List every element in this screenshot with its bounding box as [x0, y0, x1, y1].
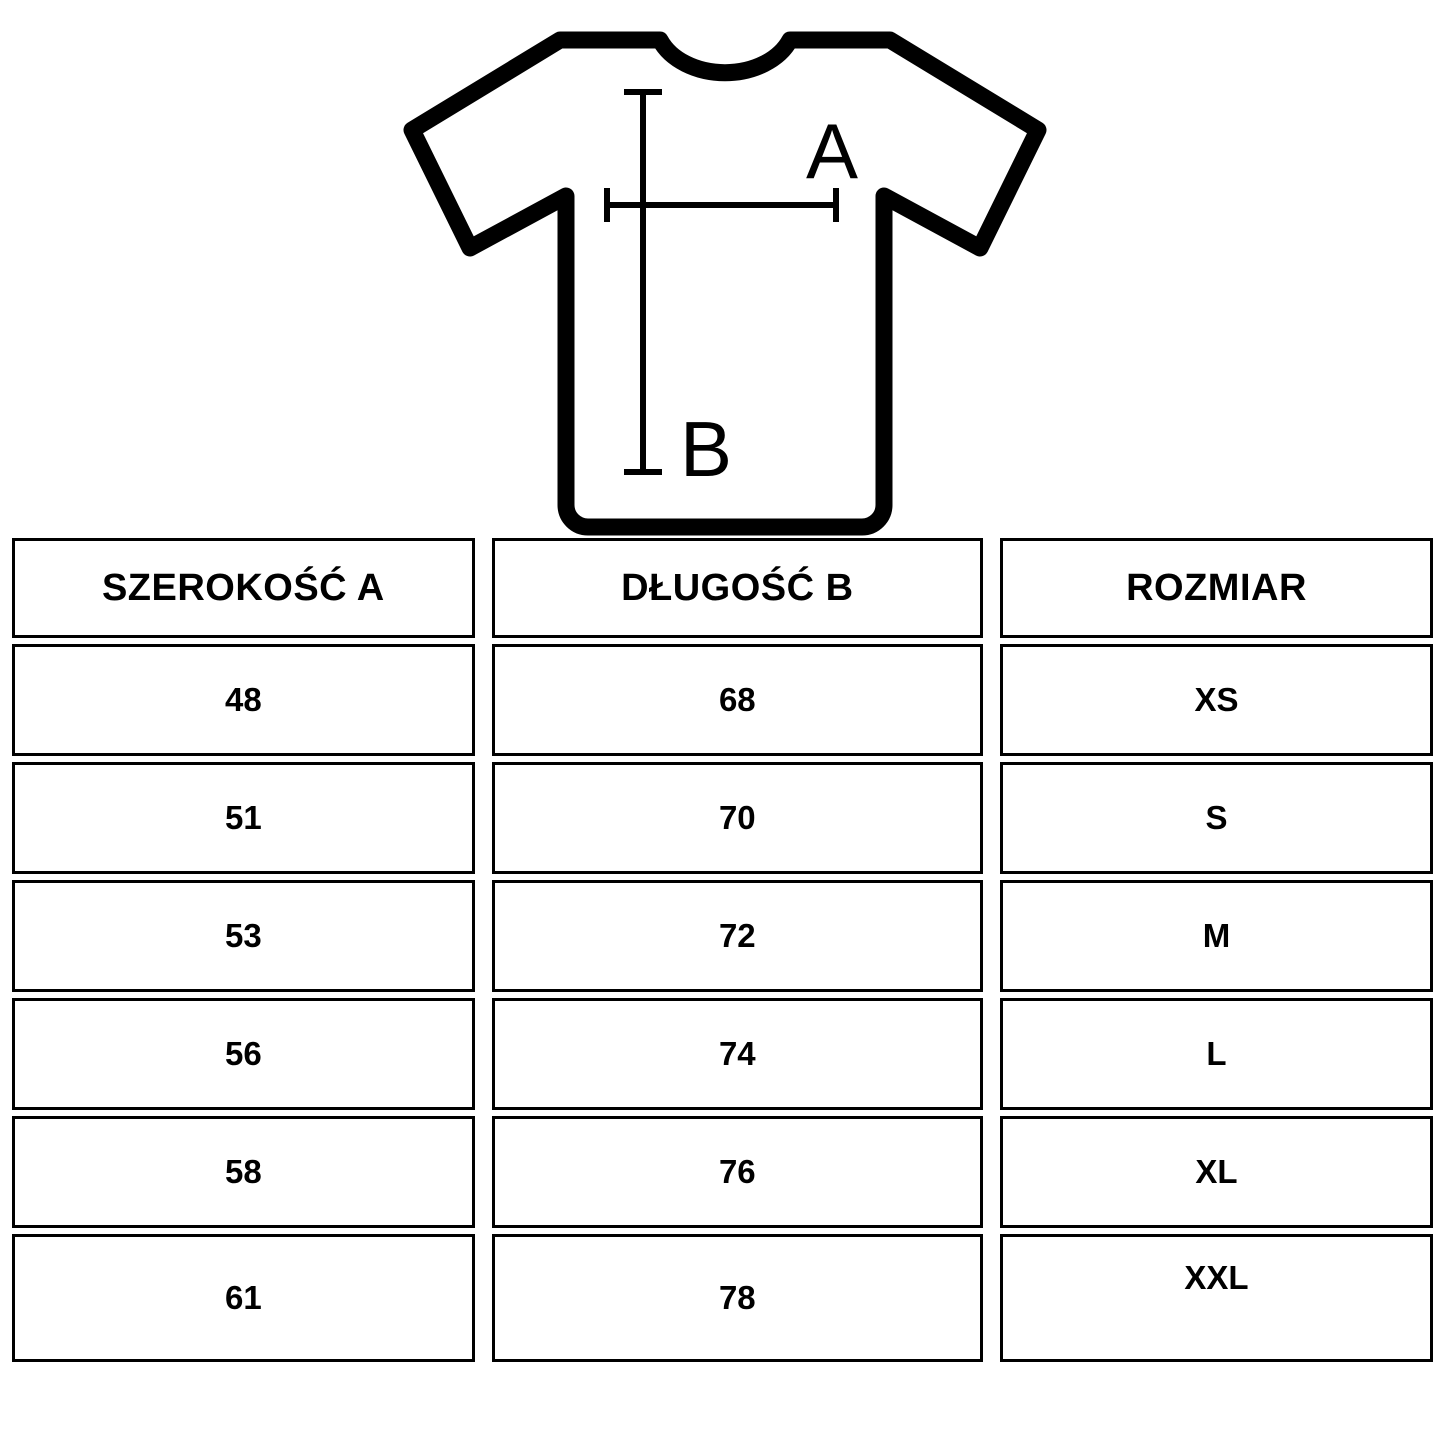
- header-width: SZEROKOŚĆ A: [12, 538, 475, 638]
- cell-length: 76: [492, 1116, 983, 1228]
- label-width-a: A: [806, 107, 859, 195]
- cell-width: 48: [12, 644, 475, 756]
- cell-width: 58: [12, 1116, 475, 1228]
- cell-length: 78: [492, 1234, 983, 1362]
- table-row: [12, 644, 1433, 756]
- cell-size: L: [1000, 998, 1433, 1110]
- table-row: [12, 880, 1433, 992]
- cell-size: M: [1000, 880, 1433, 992]
- label-length-b: B: [680, 405, 733, 493]
- header-length: DŁUGOŚĆ B: [492, 538, 983, 638]
- cell-width: 61: [12, 1234, 475, 1362]
- cell-length: 68: [492, 644, 983, 756]
- cell-width: 51: [12, 762, 475, 874]
- cell-width: 53: [12, 880, 475, 992]
- cell-width: 56: [12, 998, 475, 1110]
- size-table: [12, 538, 1433, 1368]
- cell-size: XXL: [1000, 1234, 1433, 1362]
- cell-size: S: [1000, 762, 1433, 874]
- table-row: [12, 762, 1433, 874]
- cell-length: 70: [492, 762, 983, 874]
- cell-length: 72: [492, 880, 983, 992]
- tshirt-diagram: [0, 0, 1445, 540]
- table-row: [12, 1234, 1433, 1362]
- cell-size: XS: [1000, 644, 1433, 756]
- table-row: [12, 998, 1433, 1110]
- header-size: ROZMIAR: [1000, 538, 1433, 638]
- cell-size: XL: [1000, 1116, 1433, 1228]
- table-header-row: [12, 538, 1433, 638]
- cell-length: 74: [492, 998, 983, 1110]
- table-row: [12, 1116, 1433, 1228]
